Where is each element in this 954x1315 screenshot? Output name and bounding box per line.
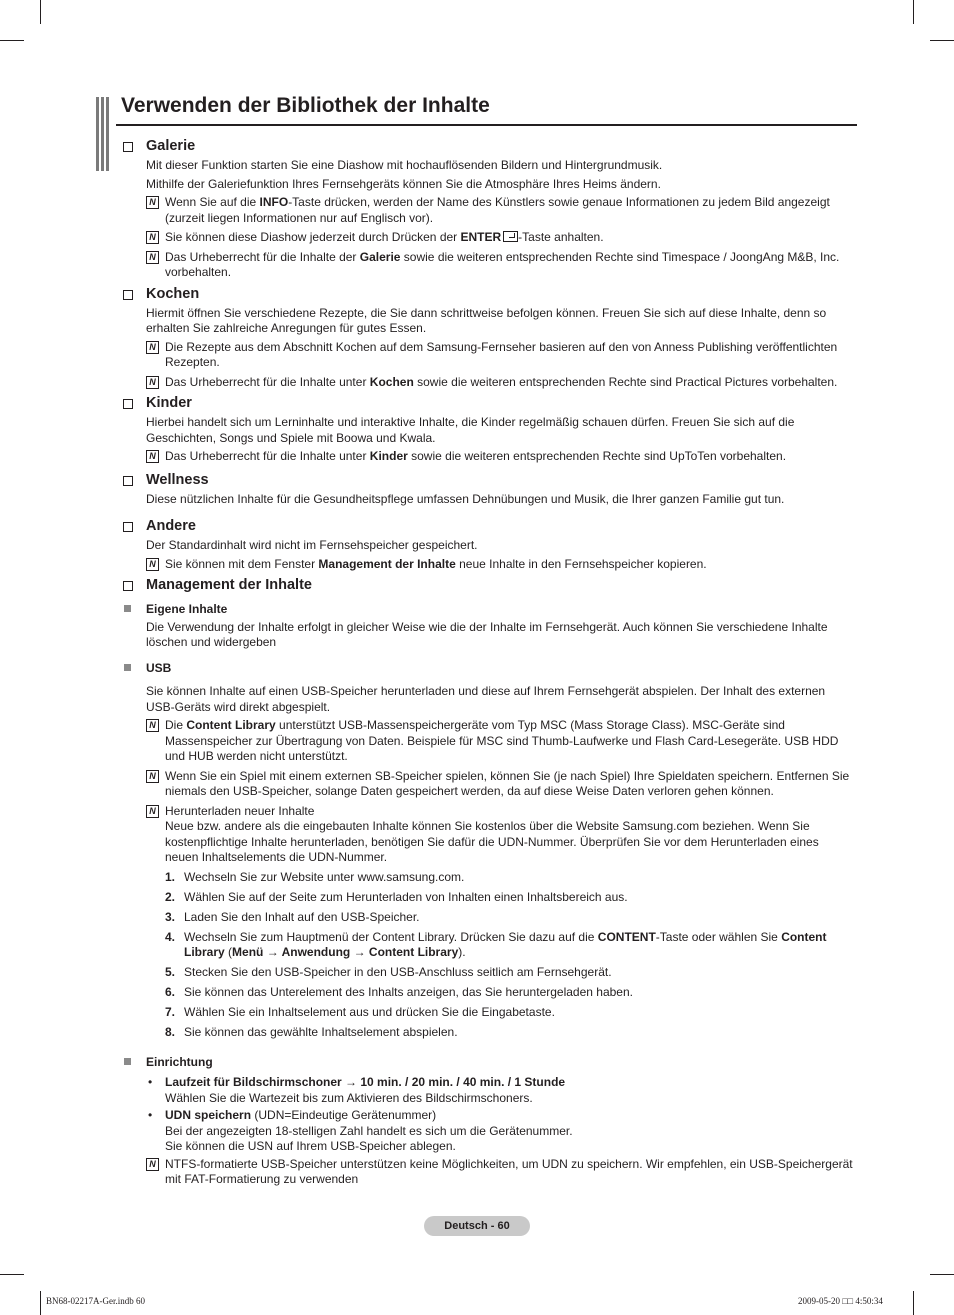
note-icon: N [146,558,159,571]
gray-square-icon [124,605,131,612]
gray-square-icon [124,664,131,671]
note-icon: N [146,1158,159,1171]
checkbox-square-icon [123,476,133,486]
section-heading: Wellness [146,471,853,489]
section-kinder [121,394,853,465]
note: N Die Content Library unterstützt USB-Massenspeichergeräte vom Typ MSC (Mass Storage Class). MSC-Geräte sind Massenspeicher zur Übertragung von Daten. Beispiele für MSC sind Thumb-Laufwerke und Flash Card-Lesegeräte. USB HDD und HUB werden nicht unterstützt. [146,718,853,765]
paragraph: Hiermit öffnen Sie verschiedene Rezepte, die Sie dann schrittweise befolgen können. Freuen Sie sich auf diese Inhalte, denn so erhalten Sie zahlreiche Anregungen für gutes Essen. [146,305,827,335]
checkbox-square-icon [123,399,133,409]
paragraph: Hierbei handelt sich um Lerninhalte und interaktive Inhalte, die Kinder regelmäßig schauen dürfen. Freuen Sie sich auf die Geschichten, Songs und Spiele mit Boowa und Kwala. [146,415,795,445]
note: N Herunterladen neuer Inhalte Neue bzw. andere als die eingebauten Inhalte können Sie kostenlos über die Website Samsung.com beziehen. Wenn Sie kostenpflichtige Inhalte herunterladen, benötigen Sie dafür die UDN-Nummer. Überprüfen Sie vor dem Herunterladen eines neuen Inhaltselements die UDN-Nummer. [146,804,853,866]
download-steps [165,870,853,1041]
paragraph: Der Standardinhalt wird nicht im Fernsehspeicher gespeichert. [146,538,478,552]
page-number-badge: Deutsch - 60 [424,1216,530,1236]
crop-mark [0,1274,24,1275]
crop-mark [913,0,914,24]
crop-mark [40,0,41,24]
step-item: 8. Sie können das gewählte Inhaltselement abspielen. [165,1025,458,1039]
section-galerie [121,137,853,281]
section-heading: Management der Inhalte [146,576,853,594]
note: N Das Urheberrecht für die Inhalte unter Kinder sowie die weiteren entsprechenden Rechte sind UpToTen vorbehalten. [146,449,853,465]
note-icon: N [146,341,159,354]
section-wellness [121,471,853,508]
title-rule [116,124,857,126]
list-item: • UDN speichern (UDN=Eindeutige Gerätenummer) Bei der angezeigten 18-stelligen Zahl handelt es sich um die Gerätenummer. Sie können die USN auf Ihrem USB-Speicher ablegen. [148,1108,573,1153]
section-heading: Galerie [146,137,853,155]
subsection-heading: Eigene Inhalte [146,602,853,618]
section-heading: Kochen [146,285,853,303]
enter-key-icon [503,231,518,242]
note-icon: N [146,450,159,463]
note: N NTFS-formatierte USB-Speicher unterstützen keine Möglichkeiten, um UDN zu speichern. Wir empfehlen, ein USB-Speichergerät mit FAT-Formatierung zu verwenden [146,1157,853,1188]
step-item: 4. Wechseln Sie zum Hauptmenü der Content Library. Drücken Sie dazu auf die CONTENT-Taste oder wählen Sie Content Library (Menü → Anwendung → Content Library). [165,929,827,959]
section-andere [121,517,853,572]
crop-mark [930,40,954,41]
note-icon: N [146,770,159,783]
note: N Sie können mit dem Fenster Management der Inhalte neue Inhalte in den Fernsehspeicher kopieren. [146,557,853,573]
note-icon: N [146,719,159,732]
step-item: 7. Wählen Sie ein Inhaltselement aus und drücken Sie die Eingabetaste. [165,1005,555,1019]
note-icon: N [146,196,159,209]
gray-square-icon [124,1058,131,1065]
crop-mark [0,40,24,41]
subsection-heading: Einrichtung [146,1055,853,1071]
section-heading: Andere [146,517,853,535]
crop-mark [40,1291,41,1315]
crop-mark [913,1291,914,1315]
note: N Wenn Sie ein Spiel mit einem externen SB-Speicher spielen, können Sie (je nach Spiel) Ihre Spieldaten speichern. Entfernen Sie niemals den USB-Speicher, solange Daten gespeichert werden, da auf diese Weise Daten verloren gehen können. [146,769,853,800]
crop-mark [930,1274,954,1275]
section-management [121,576,853,1188]
step-item: 1. Wechseln Sie zur Website unter www.samsung.com. [165,869,465,884]
checkbox-square-icon [123,142,133,152]
title-decoration [96,97,110,171]
page-content [121,137,853,1192]
step-item: 2. Wählen Sie auf der Seite zum Herunterladen von Inhalten einen Inhaltsbereich aus. [165,889,628,904]
note: N Das Urheberrecht für die Inhalte unter Kochen sowie die weiteren entsprechenden Rechte sind Practical Pictures vorbehalten. [146,375,853,391]
note-icon: N [146,231,159,244]
paragraph: Mithilfe der Galeriefunktion Ihres Fernsehgeräts können Sie die Atmosphäre Ihres Heims ändern. [146,176,661,191]
checkbox-square-icon [123,581,133,591]
paragraph: Die Verwendung der Inhalte erfolgt in gleicher Weise wie die der Inhalte im Fernsehgerät. Auch können Sie verschiedene Inhalte löschen und widergeben [146,619,828,649]
paragraph: Sie können Inhalte auf einen USB-Speicher herunterladen und diese auf Ihrem Fernsehgerät abspielen. Der Inhalt des externen USB-Geräts wird direkt abgespielt. [146,684,826,714]
print-slug-right: 2009-05-20 □□ 4:50:34 [798,1296,883,1306]
page-title: Verwenden der Bibliothek der Inhalte [121,94,490,117]
section-heading: Kinder [146,394,853,412]
note-icon: N [146,251,159,264]
step-item: 3. Laden Sie den Inhalt auf den USB-Speicher. [165,909,420,924]
subsection-heading: USB [146,661,853,677]
step-item: 5. Stecken Sie den USB-Speicher in den USB-Anschluss seitlich am Fernsehgerät. [165,965,612,979]
paragraph: Mit dieser Funktion starten Sie eine Diashow mit hochauflösenden Bildern und Hintergrundmusik. [146,158,663,172]
note-icon: N [146,805,159,818]
step-item: 6. Sie können das Unterelement des Inhalts anzeigen, das Sie heruntergeladen haben. [165,985,633,999]
note: N Sie können diese Diashow jederzeit durch Drücken der ENTER -Taste anhalten. [146,230,853,246]
checkbox-square-icon [123,290,133,300]
list-item: • Laufzeit für Bildschirmschoner → 10 min. / 20 min. / 40 min. / 1 Stunde Wählen Sie die Wartezeit bis zum Aktivieren des Bildschirmschoners. [148,1075,566,1105]
note: N Wenn Sie auf die INFO-Taste drücken, werden der Name des Künstlers sowie genaue Informationen zu jedem Bild angezeigt (zurzeit liegen Informationen nur auf Englisch vor). [146,195,853,226]
note: N Die Rezepte aus dem Abschnitt Kochen auf dem Samsung-Fernseher basieren auf den von Anness Publishing veröffentlichten Rezepten. [146,340,853,371]
note-icon: N [146,376,159,389]
note: N Das Urheberrecht für die Inhalte der Galerie sowie die weiteren entsprechenden Rechte sind Timespace / JoongAng M&B, Inc. vorbehalten. [146,250,853,281]
paragraph: Diese nützlichen Inhalte für die Gesundheitspflege umfassen Dehnübungen und Musik, die Ihrer ganzen Familie gut tun. [146,491,785,506]
print-slug-left: BN68-02217A-Ger.indb 60 [46,1296,145,1306]
section-kochen [121,285,853,391]
checkbox-square-icon [123,522,133,532]
